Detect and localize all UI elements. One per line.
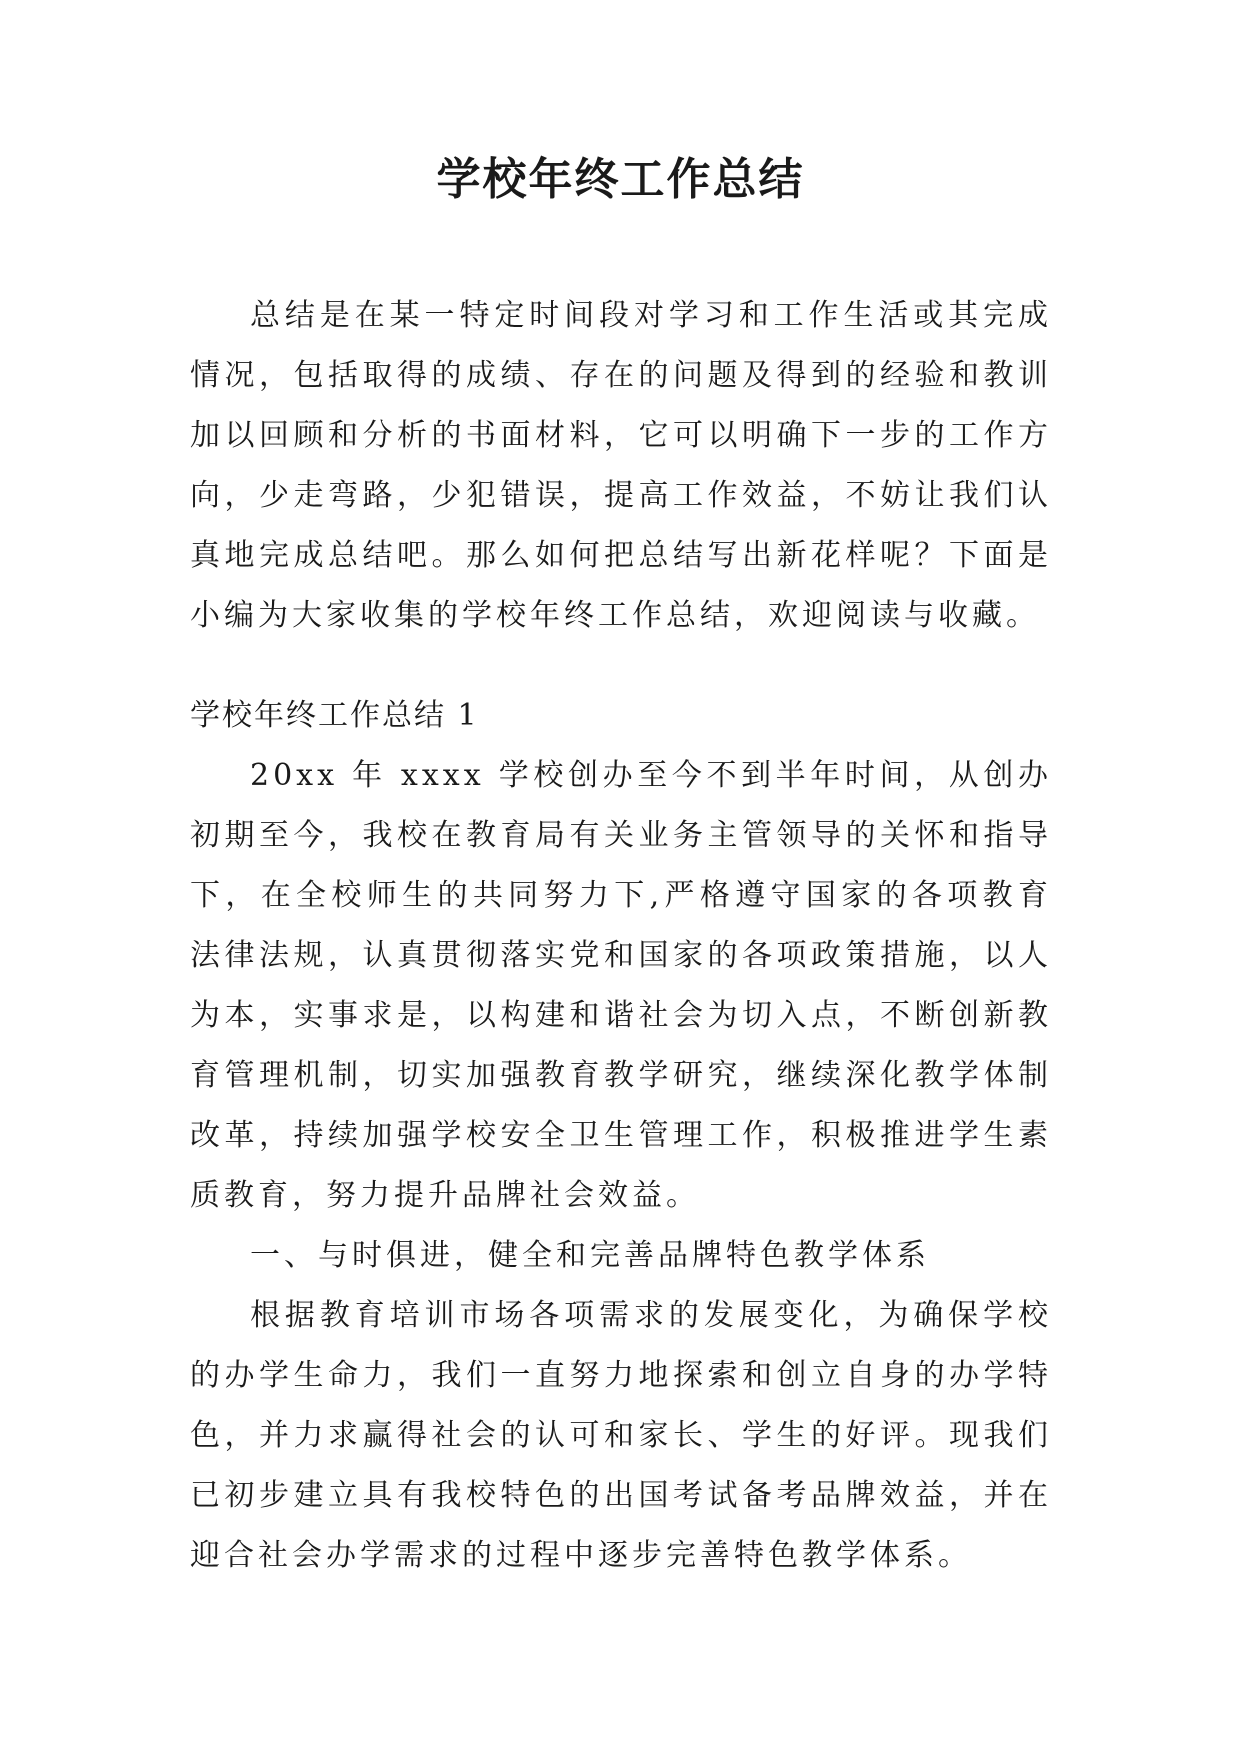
intro-block — [190, 286, 1052, 646]
summary-section — [190, 686, 1052, 1586]
intro-paragraph: 总结是在某一特定时间段对学习和工作生活或其完成情况，包括取得的成绩、存在的问题及得到的经验和教训加以回顾和分析的书面材料，它可以明确下一步的工作方向，少走弯路，少犯错误，提高工作效益，不妨让我们认真地完成总结吧。那么如何把总结写出新花样呢？下面是小编为大家收集的学校年终工作总结，欢迎阅读与收藏。 — [190, 298, 1052, 633]
body-paragraph-1: 20xx 年 xxxx 学校创办至今不到半年时间，从创办初期至今，我校在教育局有关业务主管领导的关怀和指导下，在全校师生的共同努力下,严格遵守国家的各项教育法律法规，认真贯彻落实党和国家的各项政策措施，以人为本，实事求是，以构建和谐社会为切入点，不断创新教育管理机制，切实加强教育教学研究，继续深化教学体制改革，持续加强学校安全卫生管理工作，积极推进学生素质教育，努力提升品牌社会效益。 — [190, 758, 1052, 1213]
section-title: 学校年终工作总结 1 — [190, 698, 479, 733]
subheading-1: 一、与时俱进，健全和完善品牌特色教学体系 — [250, 1238, 930, 1273]
body-paragraph-2: 根据教育培训市场各项需求的发展变化，为确保学校的办学生命力，我们一直努力地探索和创立自身的办学特色，并力求赢得社会的认可和家长、学生的好评。现我们已初步建立具有我校特色的出国考试备考品牌效益，并在迎合社会办学需求的过程中逐步完善特色教学体系。 — [190, 1298, 1052, 1573]
document-title: 学校年终工作总结 — [436, 154, 805, 205]
